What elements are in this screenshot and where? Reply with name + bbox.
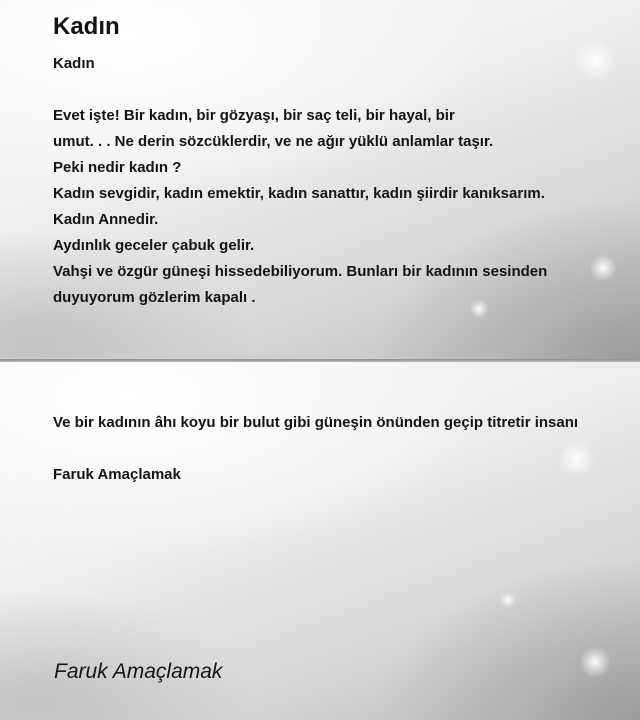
bokeh-light: [500, 592, 516, 608]
poem-body: [53, 103, 613, 311]
poem-subtitle: [53, 51, 613, 77]
poem-line: Peki nedir kadın ?: [53, 159, 182, 176]
poem-line: Kadın Annedir.: [53, 211, 159, 228]
bokeh-light: [580, 647, 610, 677]
poem-line: Kadın sevgidir, kadın emektir, kadın sanattır, kadın şiirdir kanıksarım.: [53, 185, 545, 202]
poem-continuation: [53, 410, 613, 488]
poem-line: Vahşi ve özgür güneşi hissedebiliyorum. Bunları bir kadının sesinden: [53, 263, 548, 280]
poem-author: Faruk Amaçlamak: [53, 466, 181, 483]
closing-line: Ve bir kadının âhı koyu bir bulut gibi güneşin önünden geçip titretir insanı: [53, 414, 579, 431]
poem-line: umut. . . Ne derin sözcüklerdir, ve ne ağır yüklü anlamlar taşır.: [53, 133, 494, 150]
poem-line: Aydınlık geceler çabuk gelir.: [53, 237, 255, 254]
subtitle-text: Kadın: [53, 55, 95, 72]
page-title: Kadın: [53, 13, 120, 40]
bottom-panel: [0, 362, 640, 720]
author-signature: Faruk Amaçlamak: [54, 660, 223, 683]
poem-line: Evet işte! Bir kadın, bir gözyaşı, bir saç teli, bir hayal, bir: [53, 107, 455, 124]
poem-line: duyuyorum gözlerim kapalı .: [53, 289, 256, 306]
